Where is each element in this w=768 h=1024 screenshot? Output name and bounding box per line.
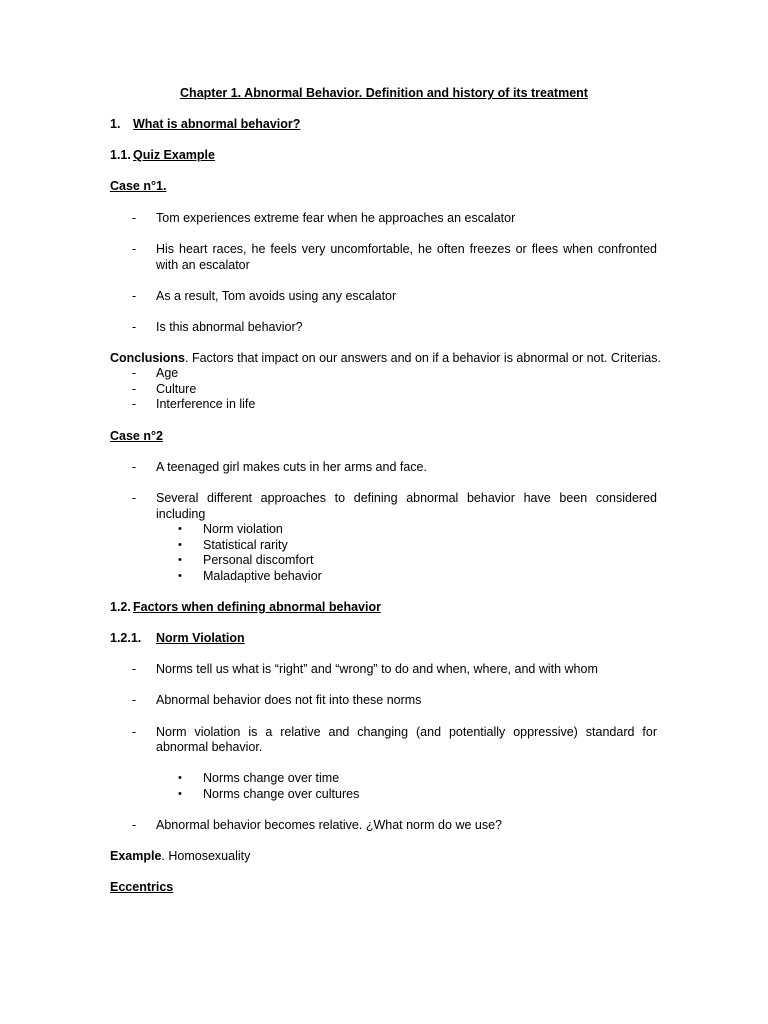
conclusions-paragraph <box>110 351 661 367</box>
criteria-item: Age <box>156 366 179 380</box>
dash-marker: - <box>132 382 137 396</box>
eccentrics-heading: Eccentrics <box>110 880 174 894</box>
norm-change-item: Norms change over time <box>203 771 340 785</box>
dash-marker: - <box>132 491 137 505</box>
section-1-1-number: 1.1. <box>110 148 131 162</box>
dash-marker: - <box>132 460 137 474</box>
section-1-heading: What is abnormal behavior? <box>133 117 301 131</box>
case-1-item: Is this abnormal behavior? <box>156 320 303 334</box>
bullet-marker: • <box>178 539 182 551</box>
example-label: Example <box>110 849 162 863</box>
section-1-number: 1. <box>110 117 121 131</box>
example-text: . Homosexuality <box>161 849 251 863</box>
approach-item: Maladaptive behavior <box>203 569 322 583</box>
conclusions-label: Conclusions <box>110 351 186 365</box>
bullet-marker: • <box>178 788 182 800</box>
norm-change-item: Norms change over cultures <box>203 787 360 801</box>
case-1-heading: Case n°1. <box>110 179 167 193</box>
dash-marker: - <box>132 211 137 225</box>
document-title: Chapter 1. Abnormal Behavior. Definition and history of its treatment <box>180 86 588 100</box>
approach-item: Personal discomfort <box>203 553 314 567</box>
norm-item: Norm violation is a relative and changing (and potentially oppressive) standard for <box>156 725 657 739</box>
case-2-heading: Case n°2 <box>110 429 163 443</box>
criteria-item: Interference in life <box>156 397 256 411</box>
dash-marker: - <box>132 366 137 380</box>
dash-marker: - <box>132 818 137 832</box>
section-1-2-1-heading: Norm Violation <box>156 631 245 645</box>
norm-item: Abnormal behavior does not fit into these norms <box>156 693 422 707</box>
approach-item: Statistical rarity <box>203 538 288 552</box>
norm-item-continuation: abnormal behavior. <box>156 740 263 754</box>
case-2-item: Several different approaches to defining abnormal behavior have been considered <box>156 491 657 505</box>
bullet-marker: • <box>178 554 182 566</box>
dash-marker: - <box>132 397 137 411</box>
norm-item: Abnormal behavior becomes relative. ¿What norm do we use? <box>156 818 502 832</box>
section-1-2-number: 1.2. <box>110 600 131 614</box>
case-2-item-continuation: including <box>156 507 206 521</box>
dash-marker: - <box>132 725 137 739</box>
case-1-item: Tom experiences extreme fear when he approaches an escalator <box>156 211 516 225</box>
case-1-item-continuation: with an escalator <box>156 258 250 272</box>
conclusions-text: . Factors that impact on our answers and on if a behavior is abnormal or not. Criterias. <box>185 351 661 365</box>
approach-item: Norm violation <box>203 522 283 536</box>
criteria-item: Culture <box>156 382 197 396</box>
dash-marker: - <box>132 662 137 676</box>
dash-marker: - <box>132 693 137 707</box>
bullet-marker: • <box>178 523 182 535</box>
case-2-item: A teenaged girl makes cuts in her arms and face. <box>156 460 427 474</box>
dash-marker: - <box>132 289 137 303</box>
dash-marker: - <box>132 320 137 334</box>
bullet-marker: • <box>178 772 182 784</box>
section-1-1-heading: Quiz Example <box>133 148 215 162</box>
case-1-item: As a result, Tom avoids using any escalator <box>156 289 397 303</box>
section-1-2-heading: Factors when defining abnormal behavior <box>133 600 381 614</box>
dash-marker: - <box>132 242 137 256</box>
example-paragraph <box>110 849 250 865</box>
case-1-item: His heart races, he feels very uncomfortable, he often freezes or flees when confronted <box>156 242 657 256</box>
norm-item: Norms tell us what is “right” and “wrong” to do and when, where, and with whom <box>156 662 598 676</box>
bullet-marker: • <box>178 570 182 582</box>
section-1-2-1-number: 1.2.1. <box>110 631 142 645</box>
